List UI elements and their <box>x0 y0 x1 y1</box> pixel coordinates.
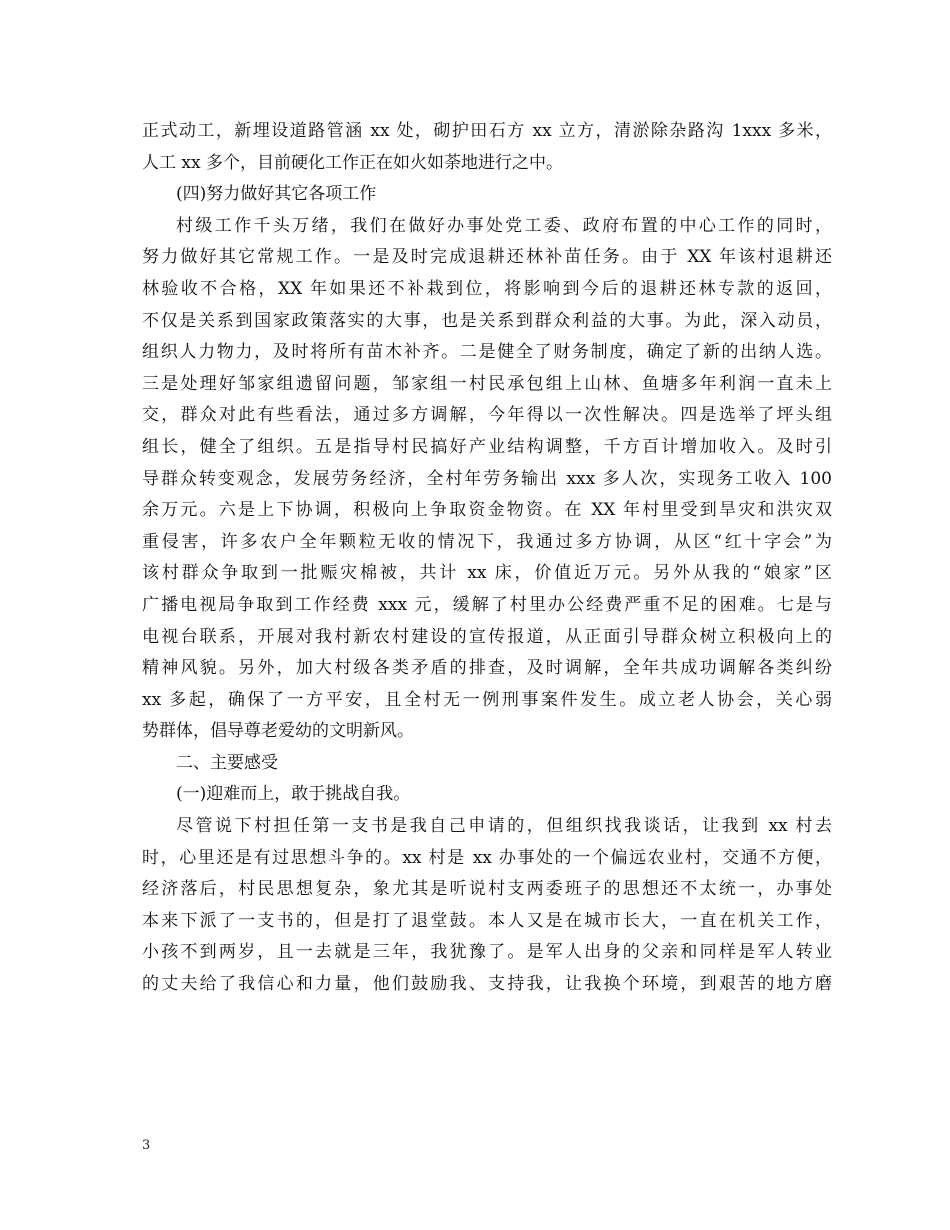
text-line: 小孩不到两岁，且一去就是三年，我犹豫了。是军人出身的父亲和同样是军人转业 <box>142 942 832 963</box>
text-line: 导群众转变观念，发展劳务经济，全村年劳务输出 xxx 多人次，实现务工收入 100 <box>142 468 832 489</box>
text-line: 不仅是关系到国家政策落实的大事，也是关系到群众利益的大事。为此，深入动员， <box>142 310 832 331</box>
text-line: 三是处理好邹家组遗留问题，邹家组一村民承包组上山林、鱼塘多年利润一直未上 <box>142 373 832 394</box>
text-line: 广播电视局争取到工作经费 xxx 元，缓解了村里办公经费严重不足的困难。七是与 <box>142 594 832 615</box>
text-line: 组长，健全了组织。五是指导村民搞好产业结构调整，千方百计增加收入。及时引 <box>142 436 832 457</box>
text-line: 交，群众对此有些看法，通过多方调解，今年得以一次性解决。四是选举了坪头组 <box>142 405 832 426</box>
text-line: 的丈夫给了我信心和力量，他们鼓励我、支持我，让我换个环境，到艰苦的地方磨 <box>142 974 832 995</box>
text-line: 余万元。六是上下协调，积极向上争取资金物资。在 XX 年村里受到旱灾和洪灾双 <box>142 500 832 521</box>
text-line: xx 多起，确保了一方平安，且全村无一例刑事案件发生。成立老人协会，关心弱 <box>142 689 832 710</box>
page-number: 3 <box>142 1138 151 1153</box>
text-line: 正式动工，新埋设道路管涵 xx 处，砌护田石方 xx 立方，清淤除杂路沟 1xxx 多米， <box>142 121 832 141</box>
text-line: 时，心里还是有过思想斗争的。xx 村是 xx 办事处的一个偏远农业村，交通不方便， <box>142 847 832 868</box>
text-line: 村级工作千头万绪，我们在做好办事处党工委、政府布置的中心工作的同时， <box>176 215 832 236</box>
text-line: 重侵害，许多农户全年颗粒无收的情况下，我通过多方协调，从区“红十字会”为 <box>142 531 832 552</box>
body-text <box>142 116 832 1001</box>
text-line: 经济落后，村民思想复杂，象尤其是听说村支两委班子的思想还不太统一，办事处 <box>142 879 832 900</box>
text-line: 该村群众争取到一批赈灾棉被，共计 xx 床，价值近万元。另外从我的“娘家”区 <box>142 563 832 584</box>
section-heading: (四)努力做好其它各项工作 <box>176 184 377 205</box>
text-line: 尽管说下村担任第一支书是我自己申请的，但组织找我谈话，让我到 xx 村去 <box>176 816 832 837</box>
text-line: 本来下派了一支书的，但是打了退堂鼓。本人又是在城市长大，一直在机关工作， <box>142 910 832 931</box>
text-line: 林验收不合格，XX 年如果还不补栽到位，将影响到今后的退耕还林专款的返回， <box>142 278 832 299</box>
text-line: 势群体，倡导尊老爱幼的文明新风。 <box>142 721 414 742</box>
section-heading: 二、主要感受 <box>176 752 278 773</box>
text-line: 组织人力物力，及时将所有苗木补齐。二是健全了财务制度，确定了新的出纳人选。 <box>142 342 832 363</box>
text-line: 精神风貌。另外，加大村级各类矛盾的排查，及时调解，全年共成功调解各类纠纷 <box>142 658 832 679</box>
text-line: 电视台联系，开展对我村新农村建设的宣传报道，从正面引导群众树立积极向上的 <box>142 626 832 647</box>
text-line: 努力做好其它常规工作。一是及时完成退耕还林补苗任务。由于 XX 年该村退耕还 <box>142 247 832 268</box>
text-line: 人工 xx 多个，目前硬化工作正在如火如荼地进行之中。 <box>142 152 563 173</box>
subsection-heading: (一)迎难而上，敢于挑战自我。 <box>176 784 411 805</box>
